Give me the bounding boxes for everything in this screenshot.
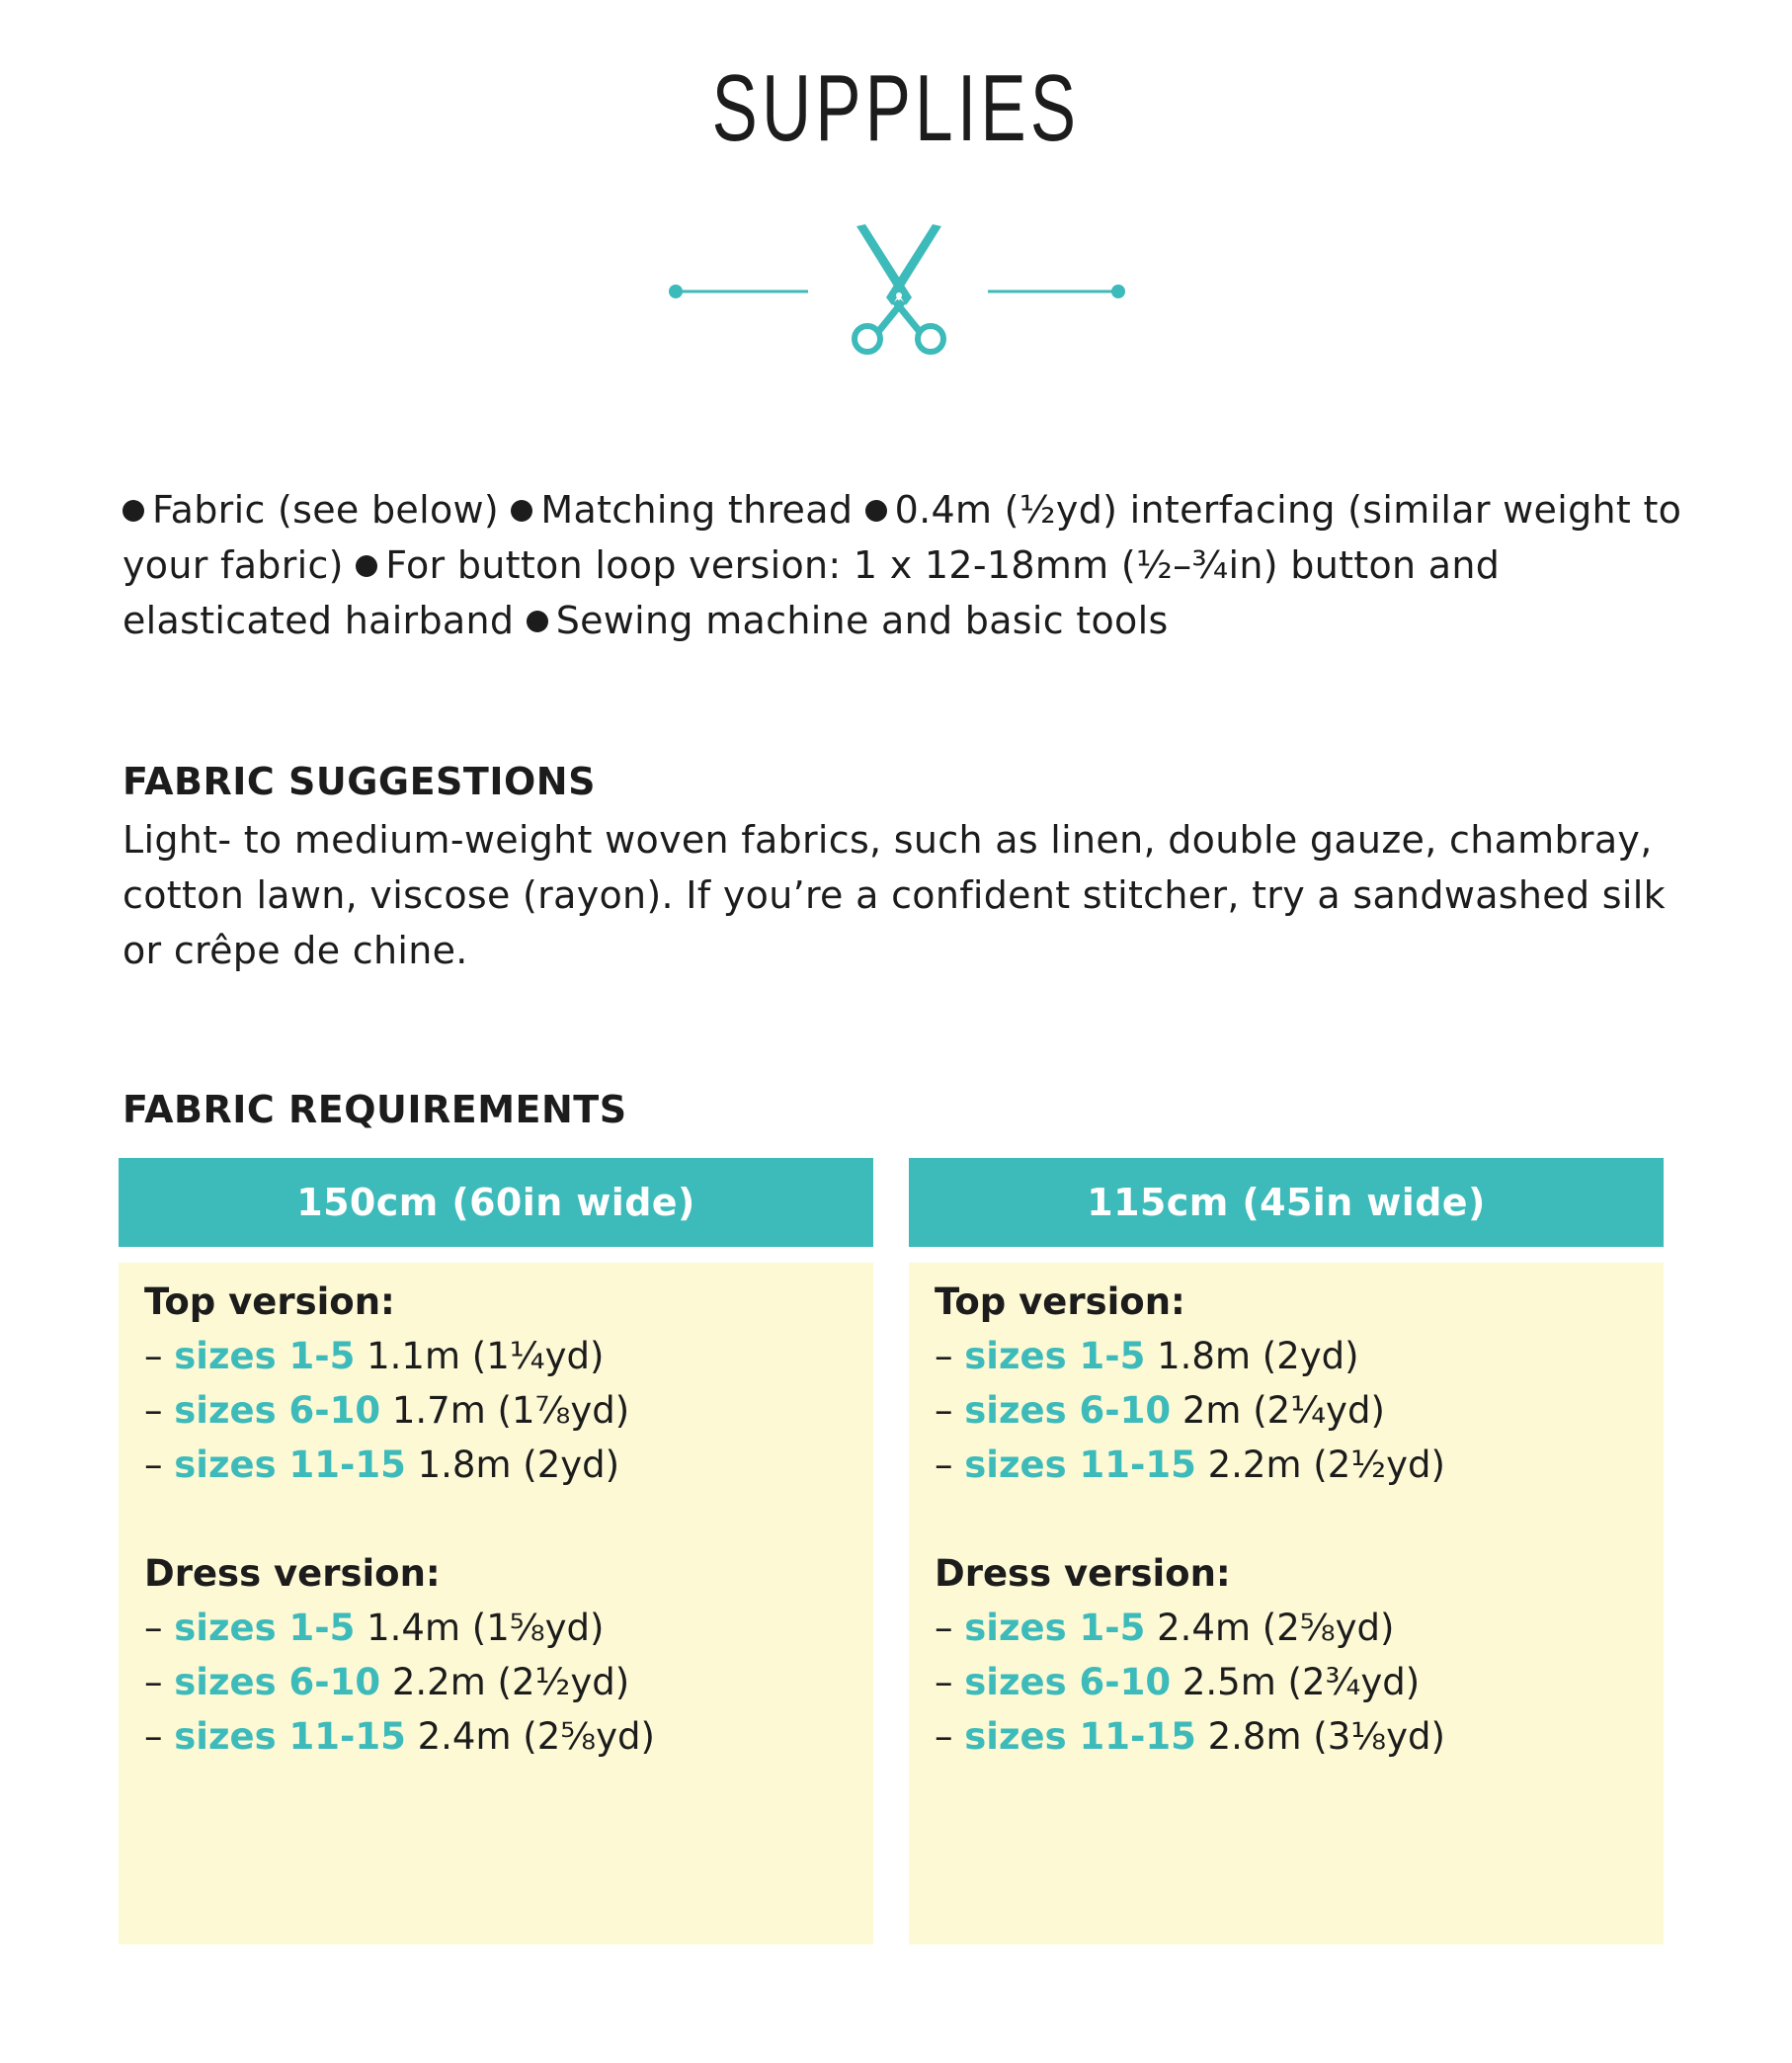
group-label: Top version: [144,1280,395,1323]
column-header: 115cm (45in wide) [909,1158,1664,1247]
size-row [144,1438,848,1492]
size-range: sizes 11-15 [174,1715,406,1758]
bullet-icon [122,500,144,522]
size-row [935,1655,1638,1709]
dash: – [144,1389,163,1432]
requirements-column-150cm [119,1158,873,1944]
group-label: Dress version: [144,1552,441,1595]
supply-item: Fabric (see below) [152,488,499,532]
size-range: sizes 11-15 [174,1444,406,1486]
divider-line-left [669,285,808,298]
bullet-icon [865,500,887,522]
size-range: sizes 1-5 [174,1607,356,1649]
fabric-amount: 1.1m (1¼yd) [367,1335,605,1377]
size-row [144,1329,848,1383]
fabric-amount: 1.8m (2yd) [1157,1335,1359,1377]
size-row [935,1709,1638,1764]
requirements-panel [119,1263,873,1944]
supply-item: For button loop version: 1 x 12-18mm (½–¾in) button and elasticated hairband [122,543,1501,642]
bullet-icon [511,500,532,522]
size-row [935,1383,1638,1438]
dress-version-group [144,1546,848,1764]
fabric-amount: 2.2m (2½yd) [391,1661,630,1703]
fabric-amount: 2.4m (2⅝yd) [1157,1607,1395,1649]
dash: – [144,1444,163,1486]
bullet-icon [356,555,377,577]
size-row [935,1329,1638,1383]
size-row [144,1601,848,1655]
size-range: sizes 11-15 [964,1444,1196,1486]
size-row [935,1438,1638,1492]
dash: – [935,1661,953,1703]
size-range: sizes 1-5 [964,1335,1146,1377]
size-range: sizes 1-5 [174,1335,356,1377]
group-label: Top version: [935,1280,1185,1323]
fabric-amount: 1.8m (2yd) [417,1444,620,1486]
size-range: sizes 6-10 [964,1661,1172,1703]
fabric-amount: 2.4m (2⅝yd) [417,1715,655,1758]
size-row [144,1383,848,1438]
supplies-list [122,482,1683,648]
fabric-amount: 2.8m (3⅛yd) [1207,1715,1445,1758]
dash: – [144,1607,163,1649]
fabric-suggestions-text: Light- to medium-weight woven fabrics, such as linen, double gauze, chambray, cotton lawn, viscose (rayon). If you’re a confident stitcher, try a sandwashed silk or crêpe de chine. [122,818,1666,972]
dash: – [144,1661,163,1703]
size-range: sizes 1-5 [964,1607,1146,1649]
size-range: sizes 6-10 [964,1389,1172,1432]
group-label: Dress version: [935,1552,1231,1595]
scissors-divider [662,222,1136,361]
dash: – [935,1607,953,1649]
fabric-amount: 2.5m (2¾yd) [1181,1661,1421,1703]
fabric-amount: 1.7m (1⅞yd) [391,1389,630,1432]
fabric-requirements-heading: FABRIC REQUIREMENTS [122,1088,627,1131]
requirements-column-115cm [909,1158,1664,1944]
fabric-amount: 2.2m (2½yd) [1207,1444,1445,1486]
size-range: sizes 6-10 [174,1661,381,1703]
supply-item: Sewing machine and basic tools [555,599,1169,642]
divider-line-right [988,285,1125,298]
dash: – [144,1715,163,1758]
column-header: 150cm (60in wide) [119,1158,873,1247]
dash: – [935,1715,953,1758]
page-title: SUPPLIES [711,55,1081,161]
size-row [144,1655,848,1709]
scissors-icon [855,224,943,352]
dash: – [935,1444,953,1486]
top-version-group [935,1275,1638,1492]
requirements-panel [909,1263,1664,1944]
bullet-icon [527,611,548,632]
size-row [144,1709,848,1764]
size-row [935,1601,1638,1655]
dash: – [144,1335,163,1377]
size-range: sizes 6-10 [174,1389,381,1432]
supply-item: Matching thread [540,488,854,532]
dash: – [935,1335,953,1377]
fabric-suggestions-heading: FABRIC SUGGESTIONS [122,760,596,803]
dress-version-group [935,1546,1638,1764]
top-version-group [144,1275,848,1492]
dash: – [935,1389,953,1432]
fabric-amount: 1.4m (1⅝yd) [367,1607,605,1649]
supply-item: 0.4m (½yd) interfacing (similar weight to your fabric) [122,488,1682,587]
size-range: sizes 11-15 [964,1715,1196,1758]
fabric-amount: 2m (2¼yd) [1181,1389,1385,1432]
